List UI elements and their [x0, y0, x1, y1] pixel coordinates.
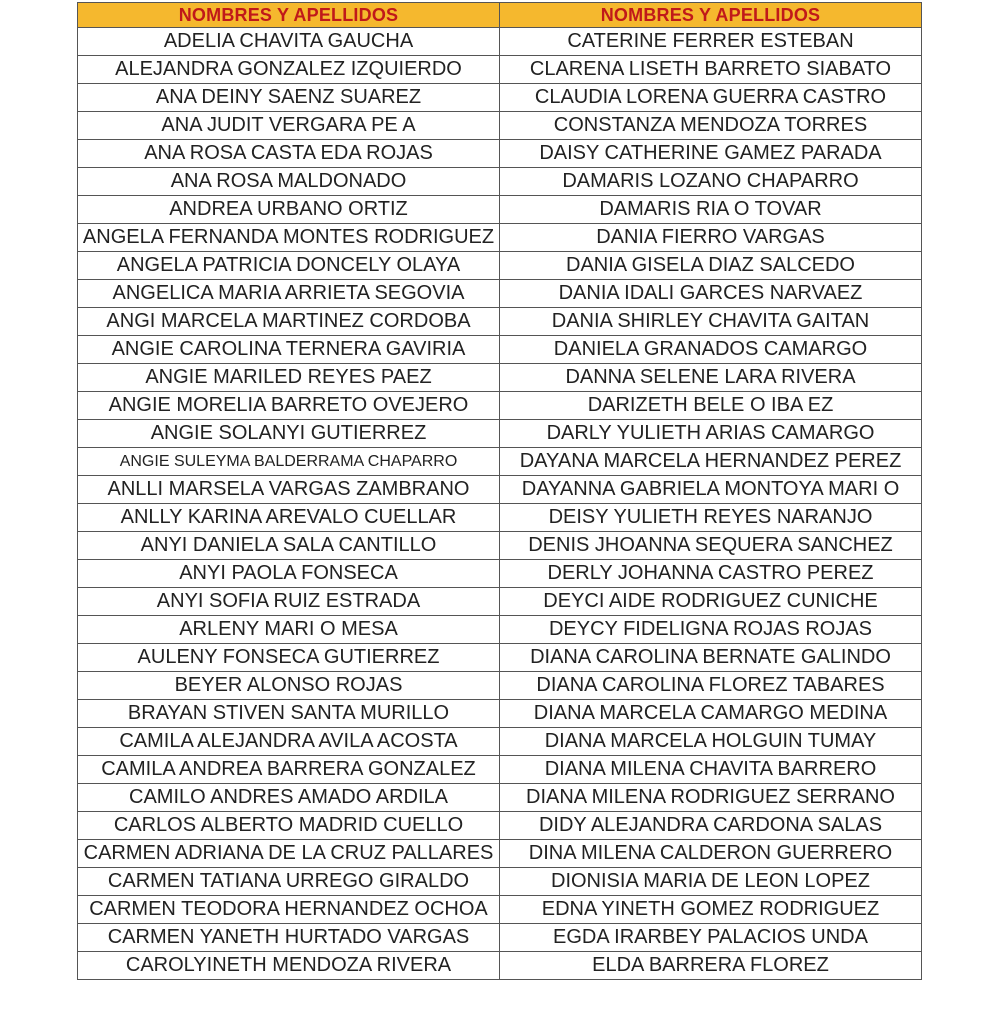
table-row — [78, 504, 922, 532]
table-row — [78, 728, 922, 756]
name-cell-right: DENIS JHOANNA SEQUERA SANCHEZ — [500, 532, 922, 560]
name-cell-right: DAISY CATHERINE GAMEZ PARADA — [500, 140, 922, 168]
name-cell-right: DAYANNA GABRIELA MONTOYA MARI O — [500, 476, 922, 504]
name-cell-left: ANGELA PATRICIA DONCELY OLAYA — [78, 252, 500, 280]
name-cell-right: CATERINE FERRER ESTEBAN — [500, 28, 922, 56]
table-row — [78, 280, 922, 308]
table-row — [78, 392, 922, 420]
name-cell-left: CAMILO ANDRES AMADO ARDILA — [78, 784, 500, 812]
name-cell-left: CARMEN ADRIANA DE LA CRUZ PALLARES — [78, 840, 500, 868]
name-cell-left: BRAYAN STIVEN SANTA MURILLO — [78, 700, 500, 728]
name-cell-right: DIANA MARCELA CAMARGO MEDINA — [500, 700, 922, 728]
name-cell-left: ANLLY KARINA AREVALO CUELLAR — [78, 504, 500, 532]
name-cell-right: CLARENA LISETH BARRETO SIABATO — [500, 56, 922, 84]
table-body — [78, 28, 922, 980]
name-cell-right: DANIA GISELA DIAZ SALCEDO — [500, 252, 922, 280]
table-row — [78, 644, 922, 672]
name-cell-right: DANNA SELENE LARA RIVERA — [500, 364, 922, 392]
name-cell-right: EDNA YINETH GOMEZ RODRIGUEZ — [500, 896, 922, 924]
name-cell-right: DAMARIS RIA O TOVAR — [500, 196, 922, 224]
name-cell-right: DANIA SHIRLEY CHAVITA GAITAN — [500, 308, 922, 336]
name-cell-left: ANA DEINY SAENZ SUAREZ — [78, 84, 500, 112]
name-cell-left: ANGELICA MARIA ARRIETA SEGOVIA — [78, 280, 500, 308]
table-row — [78, 168, 922, 196]
name-cell-left: ANGIE SOLANYI GUTIERREZ — [78, 420, 500, 448]
name-cell-left: ANGIE MARILED REYES PAEZ — [78, 364, 500, 392]
name-cell-left: ARLENY MARI O MESA — [78, 616, 500, 644]
name-cell-right: DIDY ALEJANDRA CARDONA SALAS — [500, 812, 922, 840]
name-cell-left: BEYER ALONSO ROJAS — [78, 672, 500, 700]
table-row — [78, 616, 922, 644]
table-row — [78, 140, 922, 168]
name-cell-right: DIANA MILENA CHAVITA BARRERO — [500, 756, 922, 784]
table-row — [78, 868, 922, 896]
name-cell-left: CARMEN TEODORA HERNANDEZ OCHOA — [78, 896, 500, 924]
name-cell-right: ELDA BARRERA FLOREZ — [500, 952, 922, 980]
name-cell-right: DIANA CAROLINA FLOREZ TABARES — [500, 672, 922, 700]
table-row — [78, 840, 922, 868]
table-row — [78, 308, 922, 336]
table-row — [78, 756, 922, 784]
name-cell-right: DIANA MILENA RODRIGUEZ SERRANO — [500, 784, 922, 812]
column-header: NOMBRES Y APELLIDOS — [500, 3, 922, 28]
name-cell-right: DIONISIA MARIA DE LEON LOPEZ — [500, 868, 922, 896]
name-cell-left: ANA JUDIT VERGARA PE A — [78, 112, 500, 140]
name-cell-left: CARMEN YANETH HURTADO VARGAS — [78, 924, 500, 952]
table-row — [78, 560, 922, 588]
table-row — [78, 84, 922, 112]
names-table — [77, 2, 922, 980]
name-cell-right: DANIA FIERRO VARGAS — [500, 224, 922, 252]
table-row — [78, 700, 922, 728]
table-row — [78, 448, 922, 476]
name-cell-left: CARMEN TATIANA URREGO GIRALDO — [78, 868, 500, 896]
name-cell-left: ADELIA CHAVITA GAUCHA — [78, 28, 500, 56]
table-row — [78, 588, 922, 616]
table-row — [78, 56, 922, 84]
name-cell-right: DEISY YULIETH REYES NARANJO — [500, 504, 922, 532]
name-cell-right: DEYCY FIDELIGNA ROJAS ROJAS — [500, 616, 922, 644]
table-row — [78, 28, 922, 56]
name-cell-right: DANIELA GRANADOS CAMARGO — [500, 336, 922, 364]
name-cell-right: DARLY YULIETH ARIAS CAMARGO — [500, 420, 922, 448]
name-cell-right: DIANA CAROLINA BERNATE GALINDO — [500, 644, 922, 672]
table-row — [78, 224, 922, 252]
name-cell-left: ANGI MARCELA MARTINEZ CORDOBA — [78, 308, 500, 336]
name-cell-left: ANDREA URBANO ORTIZ — [78, 196, 500, 224]
name-cell-left: ANA ROSA MALDONADO — [78, 168, 500, 196]
table-row — [78, 252, 922, 280]
name-cell-left: ANYI PAOLA FONSECA — [78, 560, 500, 588]
name-cell-right: DERLY JOHANNA CASTRO PEREZ — [500, 560, 922, 588]
name-cell-left: ANGELA FERNANDA MONTES RODRIGUEZ — [78, 224, 500, 252]
name-cell-left: ANA ROSA CASTA EDA ROJAS — [78, 140, 500, 168]
table-row — [78, 952, 922, 980]
table-row — [78, 476, 922, 504]
name-cell-left: CARLOS ALBERTO MADRID CUELLO — [78, 812, 500, 840]
table-row — [78, 812, 922, 840]
name-cell-left: CAMILA ANDREA BARRERA GONZALEZ — [78, 756, 500, 784]
header-row — [78, 3, 922, 28]
name-cell-right: DIANA MARCELA HOLGUIN TUMAY — [500, 728, 922, 756]
name-cell-left: ANLLI MARSELA VARGAS ZAMBRANO — [78, 476, 500, 504]
name-cell-left: ANGIE SULEYMA BALDERRAMA CHAPARRO — [78, 448, 500, 476]
name-cell-right: DAMARIS LOZANO CHAPARRO — [500, 168, 922, 196]
table-row — [78, 112, 922, 140]
table-row — [78, 336, 922, 364]
table-row — [78, 924, 922, 952]
name-cell-left: ANYI SOFIA RUIZ ESTRADA — [78, 588, 500, 616]
name-cell-right: DINA MILENA CALDERON GUERRERO — [500, 840, 922, 868]
name-cell-left: AULENY FONSECA GUTIERREZ — [78, 644, 500, 672]
name-cell-right: DARIZETH BELE O IBA EZ — [500, 392, 922, 420]
name-cell-right: DEYCI AIDE RODRIGUEZ CUNICHE — [500, 588, 922, 616]
name-cell-right: CONSTANZA MENDOZA TORRES — [500, 112, 922, 140]
name-cell-right: DANIA IDALI GARCES NARVAEZ — [500, 280, 922, 308]
table-row — [78, 420, 922, 448]
column-header: NOMBRES Y APELLIDOS — [78, 3, 500, 28]
name-cell-left: CAMILA ALEJANDRA AVILA ACOSTA — [78, 728, 500, 756]
table-row — [78, 196, 922, 224]
name-cell-left: ALEJANDRA GONZALEZ IZQUIERDO — [78, 56, 500, 84]
table-row — [78, 364, 922, 392]
name-cell-right: CLAUDIA LORENA GUERRA CASTRO — [500, 84, 922, 112]
name-cell-left: ANGIE CAROLINA TERNERA GAVIRIA — [78, 336, 500, 364]
name-cell-left: CAROLYINETH MENDOZA RIVERA — [78, 952, 500, 980]
name-cell-left: ANGIE MORELIA BARRETO OVEJERO — [78, 392, 500, 420]
table-row — [78, 672, 922, 700]
name-cell-left: ANYI DANIELA SALA CANTILLO — [78, 532, 500, 560]
table-row — [78, 532, 922, 560]
name-cell-right: EGDA IRARBEY PALACIOS UNDA — [500, 924, 922, 952]
table-row — [78, 896, 922, 924]
table-row — [78, 784, 922, 812]
name-cell-right: DAYANA MARCELA HERNANDEZ PEREZ — [500, 448, 922, 476]
